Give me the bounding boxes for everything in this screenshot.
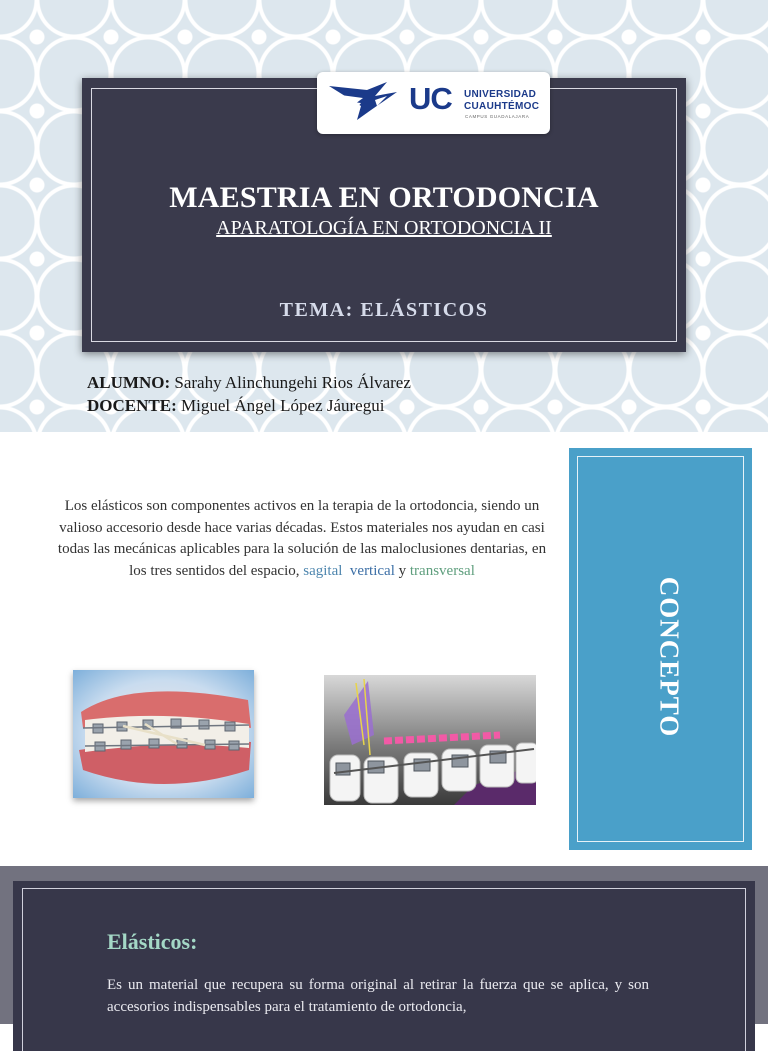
- eagle-logo-icon: [327, 80, 407, 126]
- word-transversal: transversal: [409, 562, 475, 579]
- teacher-line: [87, 396, 384, 416]
- elastics-body: Es un material que recupera su forma original al retirar la fuerza que se aplica, y son accesorios indispensables para el tratamiento de ortodoncia,: [107, 977, 649, 1015]
- word-sagital: sagital: [303, 562, 343, 579]
- logo-name-line1: UNIVERSIDAD: [464, 89, 537, 100]
- concept-panel-frame: [577, 456, 744, 842]
- title-slide: [0, 0, 768, 432]
- braces-elastics-photo: [73, 670, 254, 798]
- concept-slide: [0, 432, 768, 866]
- word-y: y: [394, 562, 410, 579]
- student-name: Sarahy Alinchungehi Rios Álvarez: [174, 373, 411, 392]
- power-chain-photo: [324, 675, 536, 805]
- student-line: [87, 373, 411, 393]
- elastics-panel-frame: [22, 888, 746, 1051]
- logo-campus: CAMPUS GUADALAJARA: [465, 114, 530, 119]
- concept-vertical-label: CONCEPTO: [654, 576, 685, 738]
- elastics-heading: Elásticos:: [107, 929, 198, 954]
- main-title: MAESTRIA EN ORTODONCIA: [169, 181, 599, 214]
- subtitle: APARATOLOGÍA EN ORTODONCIA II: [216, 217, 552, 239]
- concept-paragraph: [52, 496, 552, 582]
- logo-name-line2: CUAUHTÉMOC: [464, 101, 540, 112]
- topic-title: TEMA: ELÁSTICOS: [279, 299, 489, 321]
- word-vertical: vertical: [349, 562, 395, 579]
- teacher-name: Miguel Ángel López Jáuregui: [180, 396, 385, 415]
- university-logo: [317, 72, 550, 134]
- elastics-dark-panel: [13, 881, 755, 1051]
- student-label: ALUMNO:: [87, 373, 171, 392]
- concept-text: Los elásticos son componentes activos en la terapia de la ortodoncia, siendo un valioso accesorio desde hace varias décadas. Estos materiales nos ayudan en casi todas las mecánicas aplicables para la solución de las maloclusiones dentarias, en los tres sentidos del espacio,: [57, 498, 547, 579]
- logo-uc-letters: UC: [409, 81, 452, 116]
- concept-side-panel: [569, 448, 752, 850]
- teacher-label: DOCENTE:: [87, 396, 177, 415]
